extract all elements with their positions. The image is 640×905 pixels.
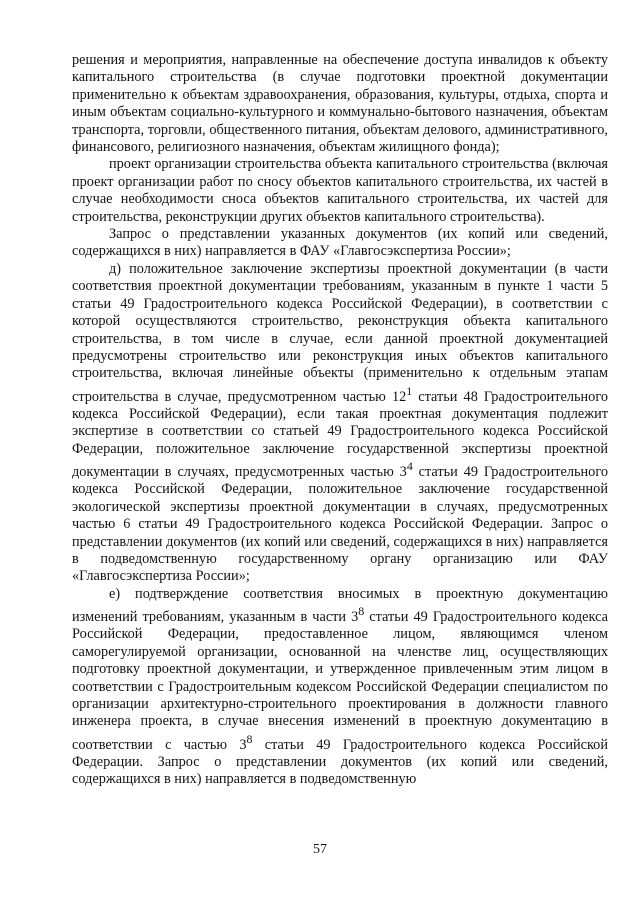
text-run: статьи 49 Градостроительного кодекса Российской Федерации, предоставленное лицом, являющимся членом саморегулируемой организации, основанной на членстве лиц, осуществляющих подготовку проектной документации, и утвержденное привлеченным этим лицом в соответствии с Градостроительным кодексом Российской Федерации специалистом по организации архитектурно-строительного проектирования в должности главного инженера проекта, в случае внесения изменений в проектную документацию в соответствии с частью 3	[72, 608, 608, 753]
paragraph-item-e-compliance-confirmation	[72, 586, 608, 789]
superscript: 8	[246, 731, 253, 746]
superscript: 1	[406, 383, 413, 398]
page-number: 57	[313, 842, 327, 857]
paragraph-accessibility-measures: решения и мероприятия, направленные на обеспечение доступа инвалидов к объекту капитального строительства (в случае подготовки проектной документации применительно к объектам здравоохранения, образования, культуры, отдыха, спорта и иным объектам социально-культурного и коммунально-бытового назначения, объектам транспорта, торговли, общественного питания, объектам делового, административного, финансового, религиозного назначения, объектам жилищного фонда);	[72, 52, 608, 156]
text-run: статьи 49 Градостроительного кодекса Российской Федерации, положительное заключение государственной экологической экспертизы проектной документации в случаях, предусмотренных частью 6 статьи 49 Градостроительного кодекса Российской Федерации. Запрос о представлении документов (их копий или сведений, содержащихся в них) направляется в подведомственную государственному органу организацию или ФАУ «Главгосэкспертиза России»;	[72, 463, 608, 585]
text-run: статьи 48 Градостроительного кодекса Российской Федерации), если такая проектная документация подлежит экспертизе в соответствии со статьей 49 Градостроительного кодекса Российской Федерации, положительное заключение государственной экспертизы проектной документации в случаях, предусмотренных частью 3	[72, 388, 608, 480]
text-run: статьи 49 Градостроительного кодекса Российской Федерации. Запрос о представлении документов (их копий или сведений, содержащихся в них) направляется в подведомственную	[72, 736, 608, 788]
text-run: д) положительное заключение экспертизы проектной документации (в части соответствия проектной документации требованиям, указанным в пункте 1 части 5 статьи 49 Градостроительного кодекса Российской Федерации), в соответствии с которой осуществляются строительство, реконструкция объекта капитального строительства, в том числе в случае, если данной проектной документацией предусмотрены строительство или реконструкция иных объектов капитального строительства, включая линейные объекты (применительно к отдельным этапам строительства в случае, предусмотренном частью 12	[72, 260, 608, 405]
paragraph-construction-organization-project: проект организации строительства объекта капитального строительства (включая проект организации работ по сносу объектов капитального строительства, их частей в случае необходимости сноса объектов капитального строительства, их частей для строительства, реконструкции других объектов капитального строительства).	[72, 156, 608, 225]
superscript: 4	[406, 459, 413, 474]
paragraph-item-d-expertise-conclusion	[72, 261, 608, 586]
document-page	[72, 52, 608, 789]
paragraph-request-glavgosexpertiza: Запрос о представлении указанных документов (их копий или сведений, содержащихся в них) направляется в ФАУ «Главгосэкспертиза России»;	[72, 226, 608, 260]
superscript: 8	[358, 604, 365, 619]
text-run: е) подтверждение соответствия вносимых в проектную документацию изменений требованиям, указанным в части 3	[72, 585, 608, 625]
